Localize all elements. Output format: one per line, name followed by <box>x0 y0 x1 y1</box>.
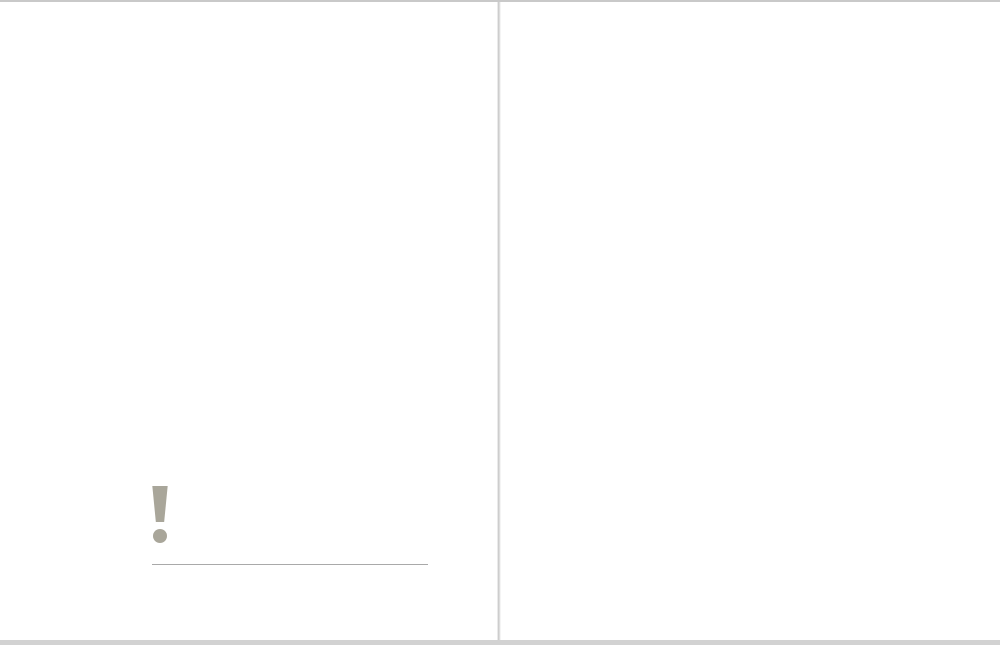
tip-box <box>152 484 429 543</box>
exclamation-icon <box>152 484 170 543</box>
page-edge-top <box>0 0 1000 2</box>
tip-divider <box>152 564 428 565</box>
page-right <box>500 0 1000 645</box>
page-edge-bottom <box>0 640 1000 645</box>
exclamation-dot <box>153 529 167 543</box>
tip-text <box>181 484 429 543</box>
exclamation-bar <box>152 486 168 522</box>
